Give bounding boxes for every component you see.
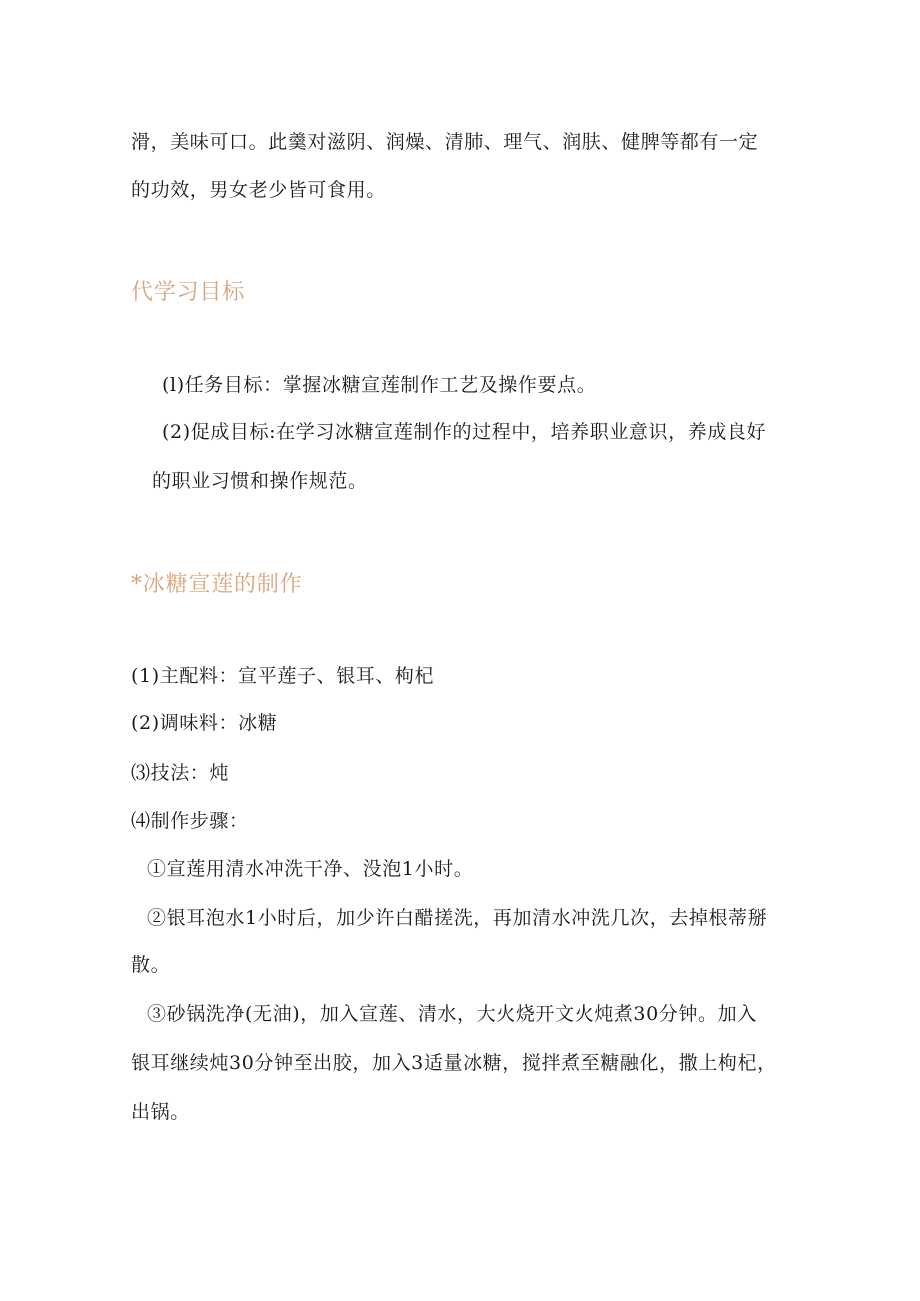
recipe-seasoning: (2)调味料：冰糖 — [131, 712, 278, 734]
intro-line-2: 的功效，男女老少皆可食用。 — [131, 179, 386, 201]
goal-promote-line-1: (2)促成目标:在学习冰糖宣莲制作的过程中，培养职业意识，养成良好 — [162, 421, 767, 443]
recipe-main-ingredients: (1)主配料：宣平莲子、银耳、枸杞 — [131, 665, 435, 687]
goal-promote-line-2: 的职业习惯和操作规范。 — [152, 470, 368, 492]
recipe-step-1: ①宣莲用清水冲洗干净、没泡1小时。 — [147, 858, 474, 880]
section-heading-learning-goals: 代学习目标 — [131, 280, 246, 305]
recipe-step-2-line-1: ②银耳泡水1小时后，加少许白醋搓洗，再加清水冲洗几次，去掉根蒂掰 — [147, 907, 768, 929]
goal-task: (l)任务目标：掌握冰糖宣莲制作工艺及操作要点。 — [162, 374, 597, 396]
recipe-technique: ⑶技法：炖 — [131, 762, 230, 784]
section-heading-recipe: *冰糖宣莲的制作 — [131, 572, 303, 597]
recipe-steps-label: ⑷制作步骤： — [131, 810, 249, 832]
recipe-step-3-line-1: ③砂锅洗净(无油)，加入宣莲、清水，大火烧开文火炖煮30分钟。加入 — [147, 1003, 757, 1025]
recipe-step-3-line-3: 出锅。 — [131, 1101, 190, 1123]
intro-line-1: 滑，美味可口。此羹对滋阴、润燥、清肺、理气、润肤、健脾等都有一定 — [131, 131, 759, 153]
recipe-step-2-line-2: 散。 — [131, 954, 171, 976]
recipe-step-3-line-2: 银耳继续炖30分钟至出胶，加入3适量冰糖，搅拌煮至糖融化，撒上枸杞， — [131, 1052, 777, 1074]
